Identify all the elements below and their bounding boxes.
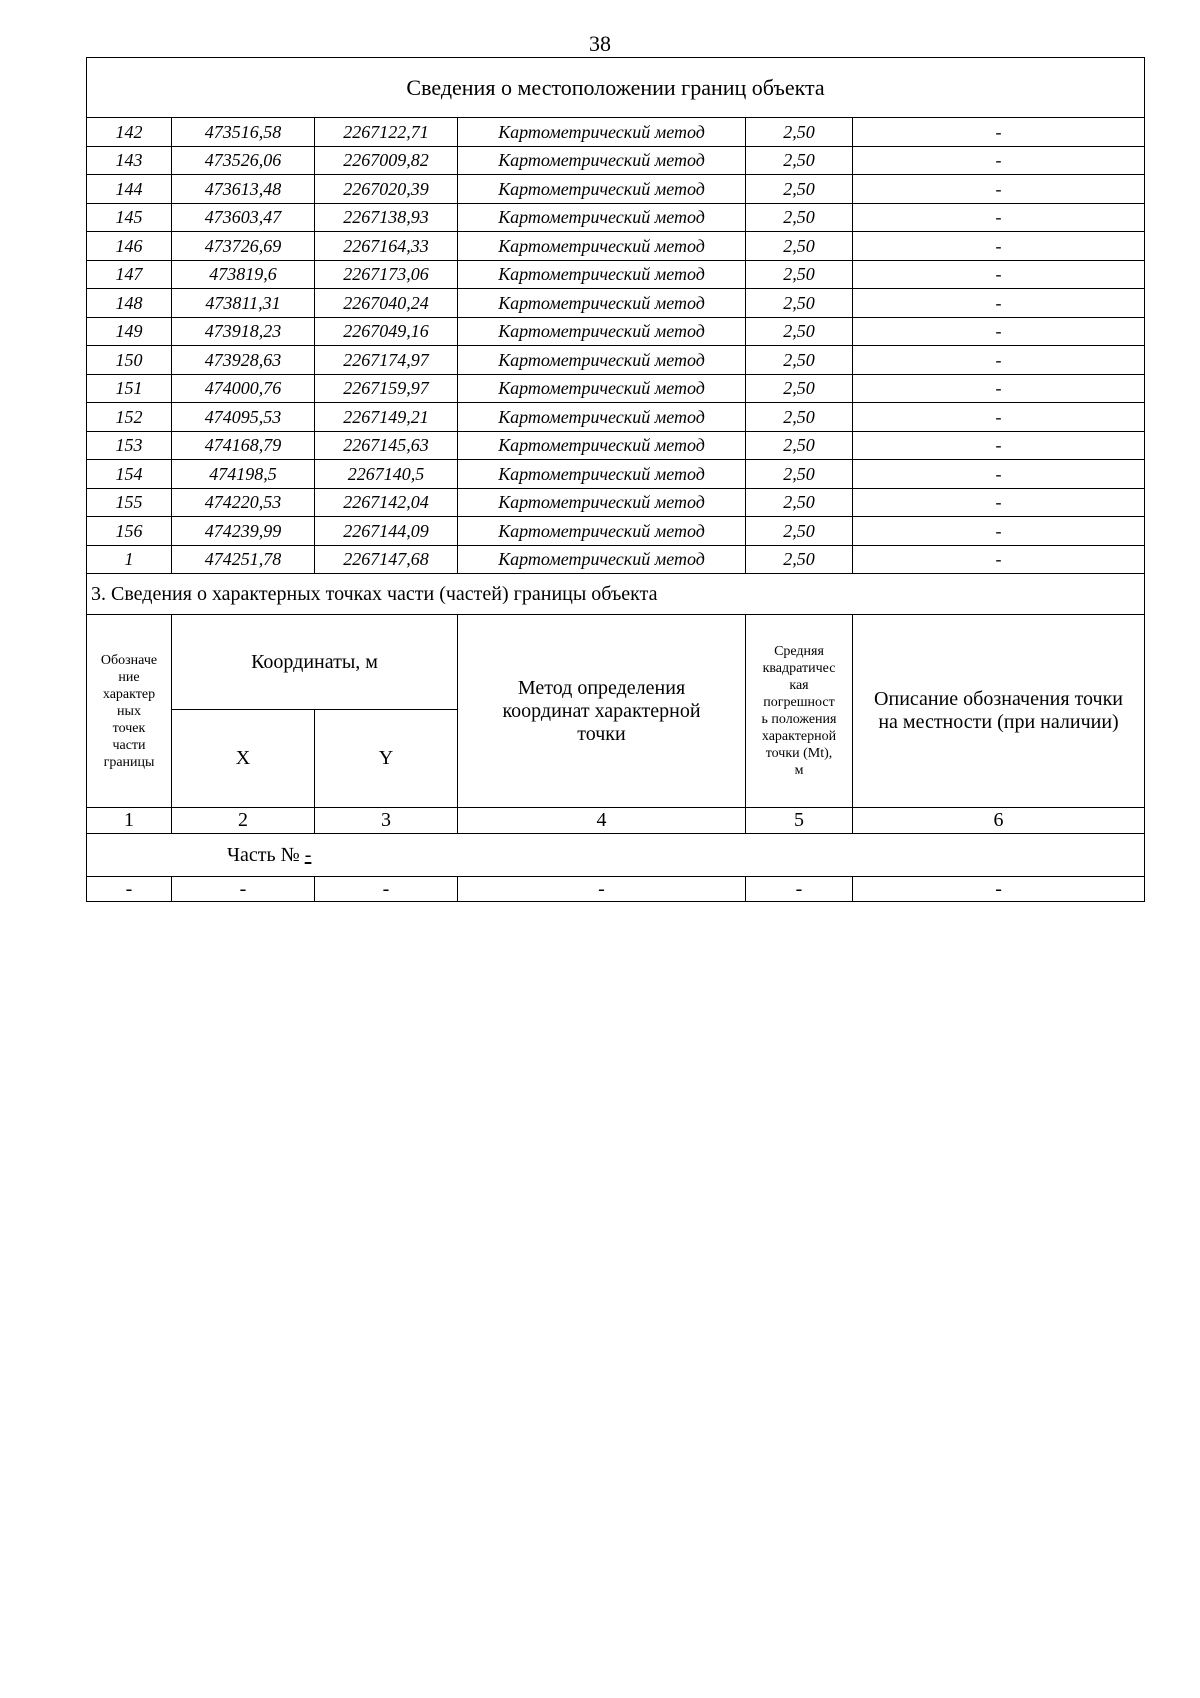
y-coordinate: 2267145,63 <box>315 431 458 460</box>
point-number: 156 <box>87 517 172 546</box>
point-number: 148 <box>87 289 172 318</box>
description-cell: - <box>853 317 1145 346</box>
method-cell: Картометрический метод <box>458 431 746 460</box>
empty-cell: - <box>853 877 1145 902</box>
table-row <box>87 346 1145 375</box>
header-mt: Средняя квадратичес кая погрешност ь положения характерной точки (Mt), м <box>746 615 853 808</box>
y-coordinate: 2267009,82 <box>315 146 458 175</box>
mt-cell: 2,50 <box>746 460 853 489</box>
description-cell: - <box>853 118 1145 147</box>
mt-cell: 2,50 <box>746 203 853 232</box>
x-coordinate: 473819,6 <box>172 260 315 289</box>
method-cell: Картометрический метод <box>458 175 746 204</box>
mt-cell: 2,50 <box>746 175 853 204</box>
table-row <box>87 175 1145 204</box>
table-row <box>87 431 1145 460</box>
y-coordinate: 2267020,39 <box>315 175 458 204</box>
x-coordinate: 474198,5 <box>172 460 315 489</box>
description-cell: - <box>853 346 1145 375</box>
table-row <box>87 317 1145 346</box>
x-coordinate: 473811,31 <box>172 289 315 318</box>
method-cell: Картометрический метод <box>458 289 746 318</box>
boundary-table <box>86 57 1145 902</box>
table-title: Сведения о местоположении границ объекта <box>87 58 1145 118</box>
x-coordinate: 473603,47 <box>172 203 315 232</box>
section3-header-row <box>87 615 1145 710</box>
x-coordinate: 473613,48 <box>172 175 315 204</box>
table-row <box>87 545 1145 574</box>
description-cell: - <box>853 203 1145 232</box>
section3-title: 3. Сведения о характерных точках части (частей) границы объекта <box>87 574 1145 615</box>
table-row <box>87 232 1145 261</box>
table-row <box>87 118 1145 147</box>
x-coordinate: 474000,76 <box>172 374 315 403</box>
method-cell: Картометрический метод <box>458 403 746 432</box>
empty-cell: - <box>746 877 853 902</box>
method-cell: Картометрический метод <box>458 146 746 175</box>
point-number: 153 <box>87 431 172 460</box>
table-row <box>87 517 1145 546</box>
method-cell: Картометрический метод <box>458 460 746 489</box>
description-cell: - <box>853 403 1145 432</box>
description-cell: - <box>853 289 1145 318</box>
y-coordinate: 2267159,97 <box>315 374 458 403</box>
part-row <box>87 834 1145 877</box>
point-number: 145 <box>87 203 172 232</box>
mt-cell: 2,50 <box>746 517 853 546</box>
description-cell: - <box>853 545 1145 574</box>
header-y: Y <box>315 710 458 808</box>
empty-part-row <box>87 877 1145 902</box>
point-number: 154 <box>87 460 172 489</box>
header-x: X <box>172 710 315 808</box>
column-number: 1 <box>87 808 172 834</box>
part-value: - <box>304 843 312 866</box>
x-coordinate: 474168,79 <box>172 431 315 460</box>
point-number: 147 <box>87 260 172 289</box>
description-cell: - <box>853 175 1145 204</box>
description-cell: - <box>853 146 1145 175</box>
point-number: 152 <box>87 403 172 432</box>
x-coordinate: 473928,63 <box>172 346 315 375</box>
y-coordinate: 2267164,33 <box>315 232 458 261</box>
point-number: 149 <box>87 317 172 346</box>
point-number: 146 <box>87 232 172 261</box>
point-number: 150 <box>87 346 172 375</box>
page-number: 38 <box>589 31 611 56</box>
y-coordinate: 2267149,21 <box>315 403 458 432</box>
x-coordinate: 474251,78 <box>172 545 315 574</box>
description-cell: - <box>853 232 1145 261</box>
column-numbers-row <box>87 808 1145 834</box>
table-row <box>87 260 1145 289</box>
table-row <box>87 146 1145 175</box>
mt-cell: 2,50 <box>746 374 853 403</box>
y-coordinate: 2267174,97 <box>315 346 458 375</box>
header-method: Метод определения координат характерной точки <box>458 615 746 808</box>
point-number: 1 <box>87 545 172 574</box>
mt-cell: 2,50 <box>746 289 853 318</box>
mt-cell: 2,50 <box>746 118 853 147</box>
empty-cell: - <box>172 877 315 902</box>
mt-cell: 2,50 <box>746 346 853 375</box>
x-coordinate: 474095,53 <box>172 403 315 432</box>
header-coordinates: Координаты, м <box>172 615 458 710</box>
method-cell: Картометрический метод <box>458 260 746 289</box>
header-point-designation: Обозначе ние характер ных точек части границы <box>87 615 172 808</box>
point-number: 144 <box>87 175 172 204</box>
description-cell: - <box>853 460 1145 489</box>
mt-cell: 2,50 <box>746 317 853 346</box>
table-row <box>87 403 1145 432</box>
table-row <box>87 488 1145 517</box>
method-cell: Картометрический метод <box>458 118 746 147</box>
x-coordinate: 474220,53 <box>172 488 315 517</box>
point-number: 142 <box>87 118 172 147</box>
mt-cell: 2,50 <box>746 545 853 574</box>
mt-cell: 2,50 <box>746 146 853 175</box>
y-coordinate: 2267142,04 <box>315 488 458 517</box>
y-coordinate: 2267173,06 <box>315 260 458 289</box>
empty-cell: - <box>315 877 458 902</box>
method-cell: Картометрический метод <box>458 545 746 574</box>
method-cell: Картометрический метод <box>458 317 746 346</box>
section3-title-row <box>87 574 1145 615</box>
y-coordinate: 2267140,5 <box>315 460 458 489</box>
column-number: 4 <box>458 808 746 834</box>
mt-cell: 2,50 <box>746 260 853 289</box>
mt-cell: 2,50 <box>746 431 853 460</box>
method-cell: Картометрический метод <box>458 517 746 546</box>
mt-cell: 2,50 <box>746 232 853 261</box>
y-coordinate: 2267144,09 <box>315 517 458 546</box>
y-coordinate: 2267147,68 <box>315 545 458 574</box>
table-row <box>87 460 1145 489</box>
table-row <box>87 289 1145 318</box>
column-number: 5 <box>746 808 853 834</box>
y-coordinate: 2267138,93 <box>315 203 458 232</box>
method-cell: Картометрический метод <box>458 488 746 517</box>
description-cell: - <box>853 374 1145 403</box>
method-cell: Картометрический метод <box>458 374 746 403</box>
header-description: Описание обозначения точки на местности (при наличии) <box>853 615 1145 808</box>
mt-cell: 2,50 <box>746 403 853 432</box>
empty-cell: - <box>87 877 172 902</box>
method-cell: Картометрический метод <box>458 203 746 232</box>
mt-cell: 2,50 <box>746 488 853 517</box>
table-row <box>87 374 1145 403</box>
y-coordinate: 2267049,16 <box>315 317 458 346</box>
method-cell: Картометрический метод <box>458 232 746 261</box>
column-number: 2 <box>172 808 315 834</box>
description-cell: - <box>853 517 1145 546</box>
table-row <box>87 203 1145 232</box>
table-title-row <box>87 58 1145 118</box>
method-cell: Картометрический метод <box>458 346 746 375</box>
point-number: 143 <box>87 146 172 175</box>
y-coordinate: 2267122,71 <box>315 118 458 147</box>
y-coordinate: 2267040,24 <box>315 289 458 318</box>
column-number: 6 <box>853 808 1145 834</box>
x-coordinate: 474239,99 <box>172 517 315 546</box>
x-coordinate: 473918,23 <box>172 317 315 346</box>
part-label: Часть № <box>227 843 300 866</box>
description-cell: - <box>853 488 1145 517</box>
description-cell: - <box>853 431 1145 460</box>
description-cell: - <box>853 260 1145 289</box>
x-coordinate: 473526,06 <box>172 146 315 175</box>
x-coordinate: 473726,69 <box>172 232 315 261</box>
empty-cell: - <box>458 877 746 902</box>
point-number: 151 <box>87 374 172 403</box>
part-cell <box>87 834 1145 877</box>
column-number: 3 <box>315 808 458 834</box>
point-number: 155 <box>87 488 172 517</box>
x-coordinate: 473516,58 <box>172 118 315 147</box>
